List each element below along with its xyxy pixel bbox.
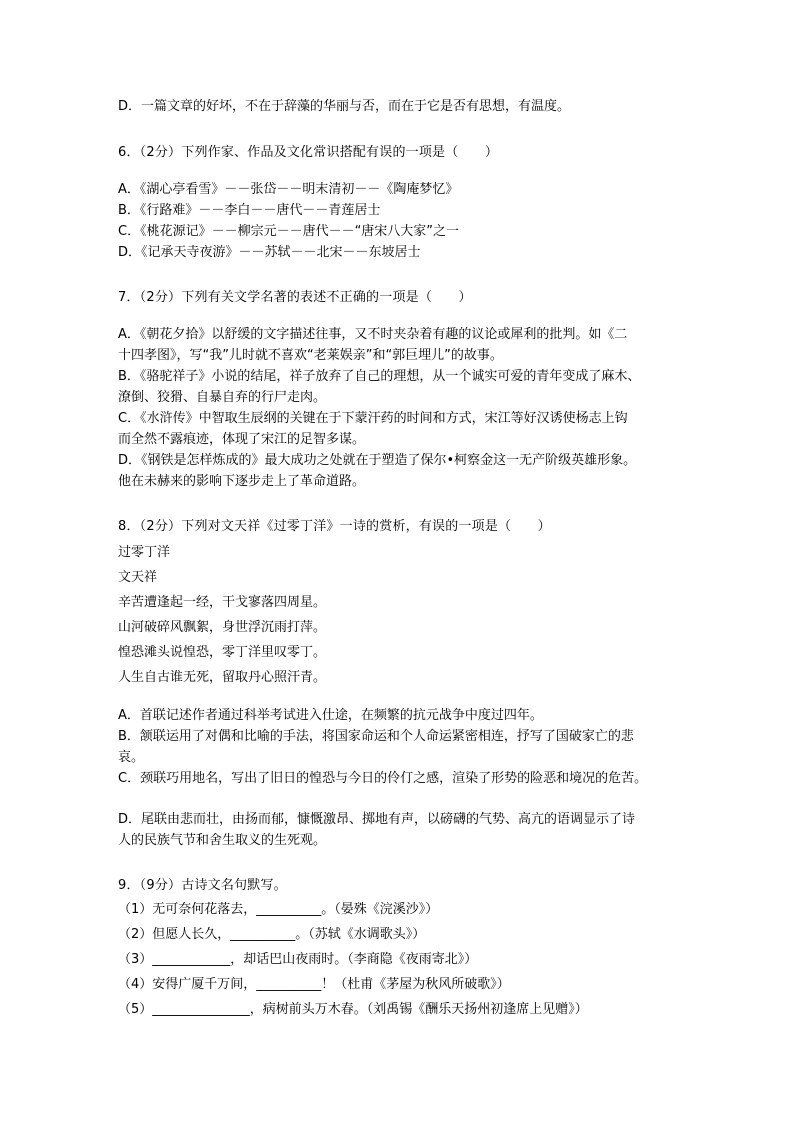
q9-item-2: （2）但愿人长久，__________。（苏轼《水调歌头》） (118, 927, 426, 942)
q8-option-d: D．尾联由悲而壮，由扬而郁，慷慨激昂、掷地有声，以磅礴的气势、高亢的语调显示了诗 (118, 812, 636, 827)
q9-item-5: （5）_______________，病树前头万木春。（刘禹锡《酬乐天扬州初逢席上见赠》） (118, 1002, 588, 1017)
q6-option-d: D．《记承天寺夜游》－－苏轼－－北宋－－东坡居士 (118, 245, 421, 260)
q7-line-2: 十四孝图》，写“我”儿时就不喜欢“老莱娱亲”和“郭巨埋儿”的故事。 (118, 348, 503, 363)
q8-option-c: C．颈联巧用地名，写出了旧日的惶恐与今日的伶仃之感，渲染了形势的险恶和境况的危苦。 (118, 771, 648, 786)
q5-option-d: D．一篇文章的好坏，不在于辞藻的华丽与否，而在于它是否有思想，有温度。 (118, 99, 571, 114)
q7-line-7: D．《钢铁是怎样炼成的》最大成功之处就在于塑造了保尔•柯察金这一无产阶级英雄形象。 (118, 453, 637, 468)
q6-option-c: C．《桃花源记》－－柳宗元－－唐代－－“唐宋八大家”之一 (118, 224, 460, 239)
q8-poem-line-1: 辛苦遭逢起一经，干戈寥落四周星。 (118, 595, 327, 610)
q7-line-6: 而全然不露痕迹，体现了宋江的足智多谋。 (118, 432, 366, 447)
q6-stem: 6．（2分）下列作家、作品及文化常识搭配有误的一项是（ ） (118, 145, 499, 160)
q8-option-d-cont: 人的民族气节和舍生取义的生死观。 (118, 833, 327, 848)
q9-stem: 9．（9分）古诗文名句默写。 (118, 878, 287, 893)
q8-option-a: A．首联记述作者通过科举考试进入仕途，在频繁的抗元战争中度过四年。 (118, 708, 543, 723)
q8-poem-author: 文天祥 (118, 570, 158, 585)
q7-line-5: C．《水浒传》中智取生辰纲的关键在于下蒙汗药的时间和方式，宋江等好汉诱使杨志上钩 (118, 411, 628, 426)
q7-line-8: 他在未赫来的影响下逐步走上了革命道路。 (118, 474, 366, 489)
q7-line-1: A．《朝花夕拾》以舒缓的文字描述往事，又不时夹杂着有趣的议论或犀利的批判。如《二 (118, 327, 628, 342)
q6-option-b: B．《行路难》－－李白－－唐代－－青莲居士 (118, 203, 381, 218)
q8-stem: 8．（2分）下列对文天祥《过零丁洋》一诗的赏析，有误的一项是（ ） (118, 519, 551, 534)
q7-line-3: B．《骆驼祥子》小说的结尾，祥子放弃了自己的理想，从一个诚实可爱的青年变成了麻木、 (118, 369, 641, 384)
q8-poem-title: 过零丁洋 (118, 545, 171, 560)
q7-stem: 7．（2分）下列有关文学名著的表述不正确的一项是（ ） (118, 290, 472, 305)
q8-poem-line-2: 山河破碎风飘絮，身世浮沉雨打萍。 (118, 620, 327, 635)
q9-item-3: （3）____________，却话巴山夜雨时。（李商隐《夜雨寄北》） (118, 952, 478, 967)
q7-line-4: 潦倒、狡猾、自暴自弃的行尸走肉。 (118, 390, 327, 405)
q8-option-b: B．颔联运用了对偶和比喻的手法，将国家命运和个人命运紧密相连，抒写了国破家亡的悲 (118, 729, 634, 744)
q8-poem-line-4: 人生自古谁无死，留取丹心照汗青。 (118, 670, 327, 685)
q6-option-a: A．《湖心亭看雪》－－张岱－－明末清初－－《陶庵梦忆》 (118, 182, 459, 197)
q9-item-4: （4）安得广厦千万间，__________！（杜甫《茅屋为秋风所破歌》） (118, 977, 510, 992)
q8-poem-line-3: 惶恐滩头说惶恐，零丁洋里叹零丁。 (118, 645, 327, 660)
q8-option-b-cont: 哀。 (118, 750, 145, 765)
q9-item-1: （1）无可奈何花落去，__________。（晏殊《浣溪沙》） (118, 902, 439, 917)
